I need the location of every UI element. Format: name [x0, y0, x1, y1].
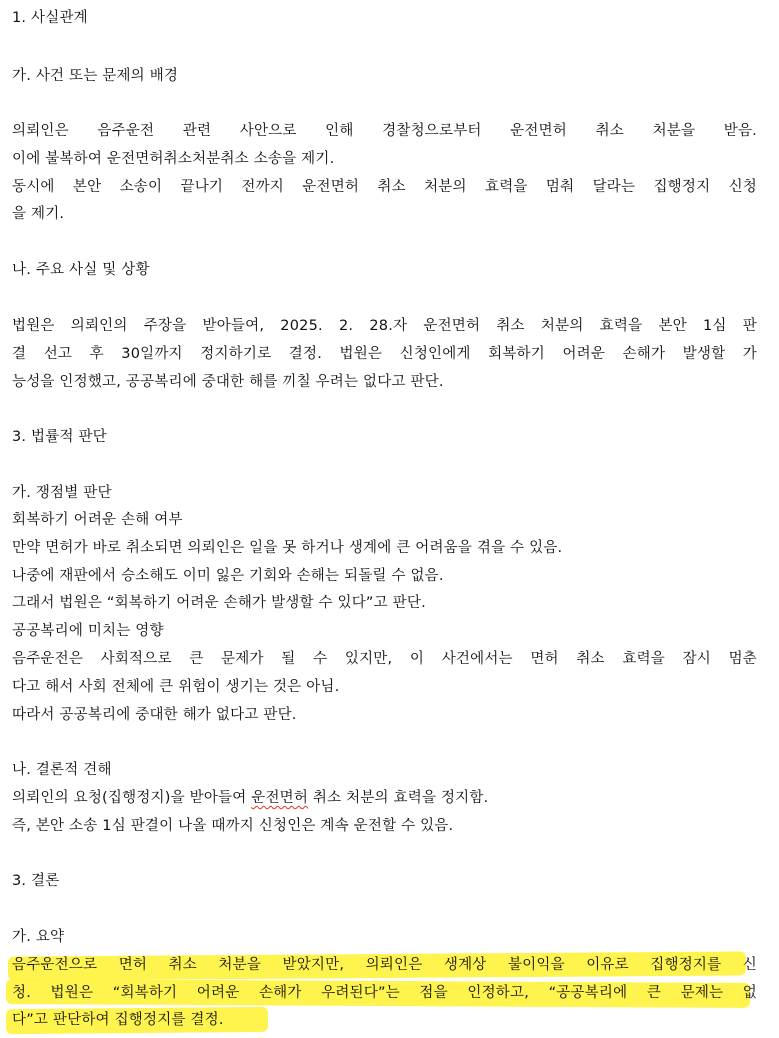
paragraph-line: 능성을 인정했고, 공공복리에 중대한 해를 끼칠 우려는 없다고 판단. — [12, 374, 444, 390]
paragraph-line: 동시에 본안 소송이 끝나기 전까지 운전면허 취소 처분의 효력을 멈춰 달라는 집행정지 신청 — [12, 179, 757, 195]
paragraph-line: 따라서 공공복리에 중대한 해가 없다고 판단. — [12, 707, 297, 723]
paragraph-line: 회복하기 어려운 손해 여부 — [12, 512, 183, 528]
paragraph-line: 음주운전은 사회적으로 큰 문제가 될 수 있지만, 이 사건에서는 면허 취소 효력을 잠시 멈춘 — [12, 651, 757, 667]
paragraph-line: 법원은 의뢰인의 주장을 받아들여, 2025. 2. 28.자 운전면허 취소 처분의 효력을 본안 1심 판 — [12, 318, 757, 334]
subsection-heading: 나. 주요 사실 및 상황 — [12, 262, 150, 278]
paragraph-line: 이에 불복하여 운전면허취소처분취소 소송을 제기. — [12, 151, 335, 167]
spellcheck-flagged-word[interactable]: 운전면허 — [251, 790, 309, 806]
section-heading: 3. 결론 — [12, 873, 60, 889]
paragraph-text: 취소 처분의 효력을 정지함. — [308, 790, 489, 806]
paragraph-line: 즉, 본안 소송 1심 판결이 나올 때까지 신청인은 계속 운전할 수 있음. — [12, 818, 454, 834]
paragraph-line: 을 제기. — [12, 206, 65, 222]
subsection-heading: 나. 결론적 견해 — [12, 762, 112, 778]
paragraph-text: 의뢰인의 요청(집행정지)을 받아들여 — [12, 790, 252, 806]
highlighted-line: 음주운전으로 면허 취소 처분을 받았지만, 의뢰인은 생계상 불이익을 이유로 집행정지를 신 — [12, 957, 757, 973]
highlighted-line: 청. 법원은 “회복하기 어려운 손해가 우려된다”는 점을 인정하고, “공공복리에 큰 문제는 없 — [12, 985, 757, 1001]
paragraph-line — [12, 788, 488, 808]
paragraph-line: 의뢰인은 음주운전 관련 사안으로 인해 경찰청으로부터 운전면허 취소 처분을 받음. — [12, 123, 757, 139]
paragraph-line: 그래서 법원은 “회복하기 어려운 손해가 발생할 수 있다”고 판단. — [12, 595, 426, 611]
paragraph-line: 공공복리에 미치는 영향 — [12, 623, 164, 639]
paragraph-line: 결 선고 후 30일까지 정지하기로 결정. 법원은 신청인에게 회복하기 어려운 손해가 발생할 가 — [12, 346, 757, 362]
paragraph-line: 만약 면허가 바로 취소되면 의뢰인은 일을 못 하거나 생계에 큰 어려움을 겪을 수 있음. — [12, 540, 563, 556]
highlighted-line: 다”고 판단하여 집행정지를 결정. — [12, 1012, 224, 1028]
paragraph-line: 다고 해서 사회 전체에 큰 위험이 생기는 것은 아님. — [12, 679, 340, 695]
subsection-heading: 가. 요약 — [12, 929, 65, 945]
section-heading: 1. 사실관계 — [12, 10, 88, 26]
subsection-heading: 가. 쟁점별 판단 — [12, 485, 112, 501]
paragraph-line: 나중에 재판에서 승소해도 이미 잃은 기회와 손해는 되돌릴 수 없음. — [12, 568, 444, 584]
section-heading: 3. 법률적 판단 — [12, 429, 107, 445]
subsection-heading: 가. 사건 또는 문제의 배경 — [12, 68, 179, 84]
